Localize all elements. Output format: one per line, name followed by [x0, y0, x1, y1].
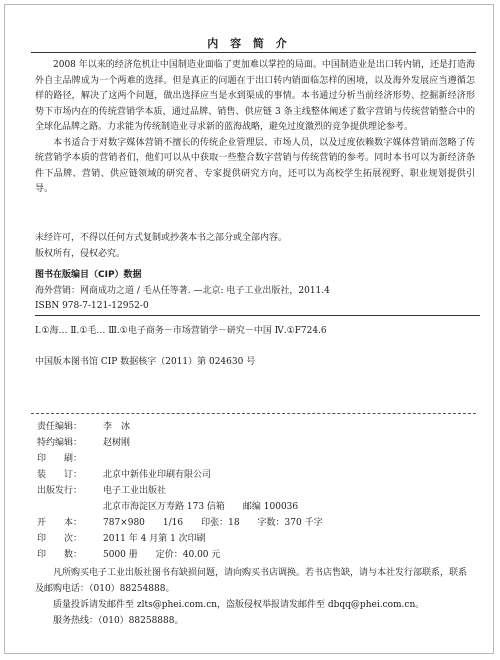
pub-label: 印 次： — [37, 534, 83, 544]
pub-label: 印 刷： — [37, 454, 83, 464]
notes-section — [35, 565, 475, 629]
pub-value: 李 冰 — [103, 422, 131, 432]
pub-value: 2011 年 4 月第 1 次印刷 — [103, 534, 206, 544]
pub-row — [37, 435, 477, 451]
cip-isbn: ISBN 978-7-121-12952-0 — [35, 299, 480, 316]
pub-value: 787×980 1/16 印张：18 字数：370 千字 — [103, 518, 323, 528]
cip-heading: 图书在版编目（CIP）数据 — [35, 270, 142, 280]
pub-value: 赵树刚 — [103, 438, 131, 448]
pub-row — [37, 531, 477, 547]
pub-label — [37, 499, 103, 515]
service-hotline: 服务热线：（010）88258888。 — [53, 616, 184, 626]
pub-value: 北京市海淀区万寿路 173 信箱 邮编 100036 — [103, 502, 299, 512]
section-divider — [31, 413, 476, 414]
page-title: 内 容 简 介 — [207, 37, 291, 50]
copyright-notice: 未经许可，不得以任何方式复制或抄袭本书之部分或全部内容。 — [35, 233, 288, 243]
top-divider — [31, 52, 476, 53]
copyright-page — [4, 4, 494, 654]
pub-row — [37, 515, 477, 531]
intro-section — [35, 58, 475, 198]
rights-reserved: 版权所有，侵权必究。 — [35, 248, 126, 259]
cip-title-line: 海外营销：网商成功之道 / 毛从任等著. —北京: 电子工业出版社，2011.4 — [35, 285, 330, 296]
pub-row — [37, 451, 477, 467]
pub-row — [37, 419, 477, 435]
pub-label: 出版发行： — [37, 486, 83, 496]
pub-row — [37, 483, 477, 499]
complaint-contact-note: 质量投诉请发邮件至 zlts@phei.com.cn，盗版侵权举报请发邮件至 dbqq@phei.com.cn。 — [53, 600, 425, 610]
pub-label: 开 本： — [37, 518, 83, 528]
pub-row — [37, 499, 477, 515]
pub-value: 电子工业出版社 — [103, 486, 167, 496]
pub-row — [37, 547, 477, 563]
cip-classification: Ⅰ.①海… Ⅱ.①毛… Ⅲ.①电子商务－市场营销学－研究－中国 Ⅳ.①F724.6 — [35, 325, 327, 336]
cip-record-number: 中国版本图书馆 CIP 数据核字（2011）第 024630 号 — [35, 357, 256, 367]
pub-row — [37, 467, 477, 483]
intro-paragraph: 2008 年以来的经济危机让中国制造业面临了更加难以掌控的局面。中国制造业是出口转内销，还是打造海外自主品牌成为一个两难的选择。但是真正的问题在于出口转内销面临怎样的困境，以及海外发展应当遵循怎样的路径，解决了这两个问题，做出选择应当是水到渠成的事情。本书通过分析当前经济形势、挖掘新经济形势下市场内在的传统营销学本质，通过品牌、销售、供应链 3 条主线整体阐述了数字营销与传统营销整合中的全球化品牌之路。力求能为传统制造业寻求新的蓝海战略，避免过度激烈的竞争提供理论参考。 — [35, 60, 475, 132]
pub-label: 印 数： — [37, 550, 83, 560]
pub-value: 北京中新伟业印刷有限公司 — [103, 470, 212, 480]
pub-label: 装 订： — [37, 470, 83, 480]
intro-paragraph: 本书适合于对数字媒体营销不擅长的传统企业管理层、市场人员，以及过度依赖数字媒体营销而忽略了传统营销学本质的营销者们，他们可以从中获取一些整合数字营销与传统营销的参考。同时本书可以为新经济条件下品牌、营销、供应链领域的研究者、专家提供研究方向，还可以为高校学生拓展视野、职业规划提供引导。 — [35, 137, 475, 194]
cip-section — [35, 268, 475, 371]
pub-label: 特约编辑： — [37, 438, 83, 448]
pub-value: 5000 册 定价：40.00 元 — [103, 550, 221, 560]
pub-label: 责任编辑： — [37, 422, 83, 432]
copyright-section — [35, 231, 475, 262]
publication-info — [37, 419, 477, 563]
return-policy-note: 凡所购买电子工业出版社图书有缺损问题，请向购买书店调换。若书店售缺，请与本社发行部联系，联系及邮购电话：（010）88254888。 — [35, 568, 468, 594]
